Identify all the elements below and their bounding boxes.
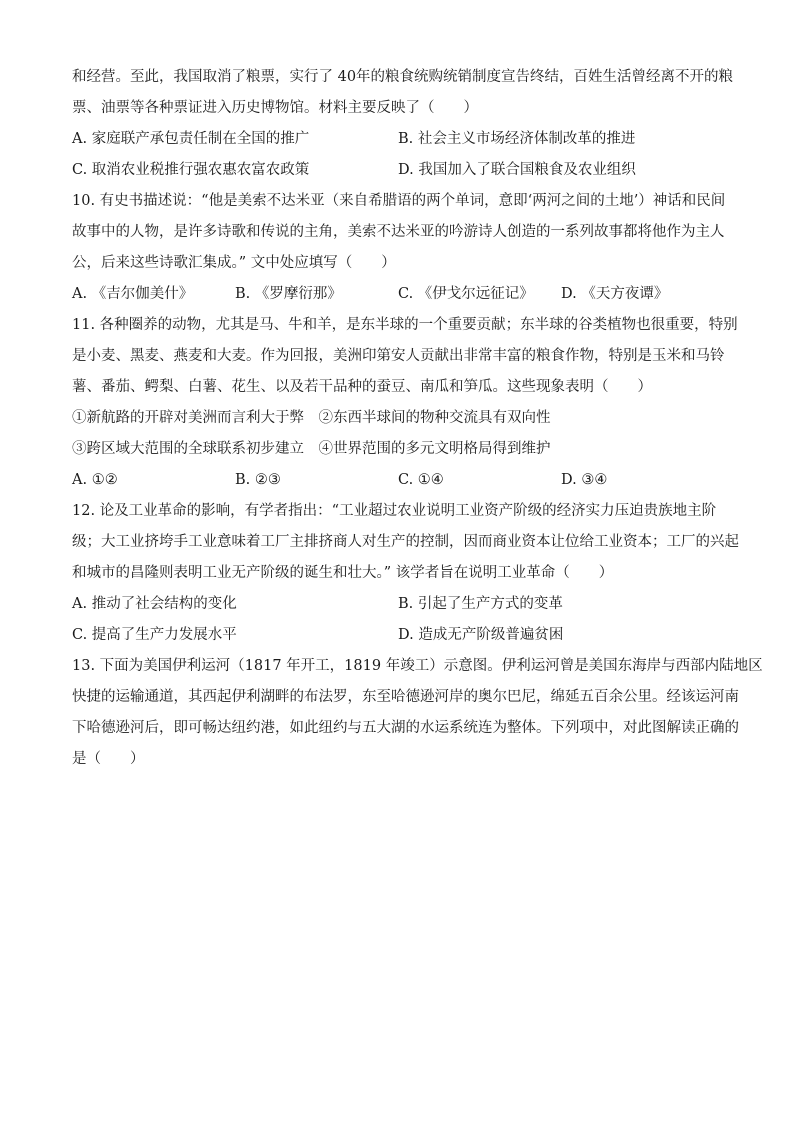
- question-10-option-d: D. 《天方夜谭》: [561, 286, 669, 302]
- question-9-option-d: D. 我国加入了联合国粮食及农业组织: [398, 162, 636, 178]
- question-12-stem-line: 12. 论及工业革命的影响，有学者指出：“工业超过农业说明工业资产阶级的经济实力压迫贵族地主阶: [72, 503, 717, 519]
- question-9-option-b: B. 社会主义市场经济体制改革的推进: [398, 131, 636, 147]
- question-13-stem-line: 下哈德逊河后，即可畅达纽约港，如此纽约与五大湖的水运系统连为整体。下列项中，对此图解读正确的: [72, 720, 739, 736]
- question-11-stem-line: 11. 各种圈养的动物，尤其是马、牛和羊，是东半球的一个重要贡献；东半球的谷类植物也很重要，特别: [72, 317, 738, 333]
- question-13-stem-line: 13. 下面为美国伊利运河（1817 年开工，1819 年竣工）示意图。伊利运河曾是美国东海岸与西部内陆地区: [72, 658, 763, 674]
- question-12-option-b: B. 引起了生产方式的变革: [398, 596, 563, 612]
- question-11-option-a: A. ①②: [72, 472, 118, 488]
- question-9-option-a: A. 家庭联产承包责任制在全国的推广: [72, 131, 310, 147]
- question-12-option-a: A. 推动了社会结构的变化: [72, 596, 237, 612]
- question-13-stem-line: 是（ ）: [72, 751, 145, 767]
- question-10: [72, 186, 724, 310]
- question-10-stem-line: 公，后来这些诗歌汇集成。” 文中处应填写（ ）: [72, 255, 396, 271]
- question-11-option-b: B. ②③: [235, 472, 281, 488]
- question-9-options-row: [72, 124, 724, 155]
- question-9-stem-line: 票、油票等各种票证进入历史博物馆。材料主要反映了（ ）: [72, 100, 478, 116]
- question-12-stem-line: 级；大工业挤垮手工业意味着工厂主排挤商人对生产的控制，因而商业资本让位给工业资本；工厂的兴起: [72, 534, 739, 550]
- question-11-statement: ①新航路的开辟对美洲而言利大于弊 ②东西半球间的物种交流具有双向性: [72, 410, 551, 426]
- question-9-stem-line: 和经营。至此，我国取消了粮票，实行了 40年的粮食统购统销制度宣告终结，百姓生活曾经离不开的粮: [72, 69, 734, 85]
- question-12: [72, 496, 739, 651]
- question-10-option-a: A. 《吉尔伽美什》: [72, 286, 194, 302]
- question-11-options-row: [72, 465, 724, 496]
- question-10-stem-line: 10. 有史书描述说：“他是美索不达米亚（来自希腊语的两个单词，意即‘两河之间的土地’）神话和民间: [72, 193, 726, 209]
- question-12-option-c: C. 提高了生产力发展水平: [72, 627, 237, 643]
- question-10-options-row: [72, 279, 724, 310]
- question-12-options-row: [72, 620, 724, 651]
- question-12-option-d: D. 造成无产阶级普遍贫困: [398, 627, 564, 643]
- question-11: [72, 310, 738, 496]
- question-content: [72, 62, 763, 775]
- question-12-stem-line: 和城市的昌隆则表明工业无产阶级的诞生和壮大。” 该学者旨在说明工业革命（ ）: [72, 565, 614, 581]
- question-13-stem-line: 快捷的运输通道，其西起伊利湖畔的布法罗，东至哈德逊河岸的奥尔巴尼，绵延五百余公里。经该运河南: [72, 689, 739, 705]
- question-9: [72, 62, 734, 186]
- question-9-options-row: [72, 155, 724, 186]
- question-9-option-c: C. 取消农业税推行强农惠农富农政策: [72, 162, 310, 178]
- question-11-stem-line: 是小麦、黑麦、燕麦和大麦。作为回报，美洲印第安人贡献出非常丰富的粮食作物，特别是玉米和马铃: [72, 348, 725, 364]
- question-13: [72, 651, 763, 775]
- question-11-option-d: D. ③④: [561, 472, 608, 488]
- question-10-stem-line: 故事中的人物，是许多诗歌和传说的主角，美索不达米亚的吟游诗人创造的一系列故事都将他作为主人: [72, 224, 725, 240]
- question-10-option-c: C. 《伊戈尔远征记》: [398, 286, 534, 302]
- question-11-statement: ③跨区域大范围的全球联系初步建立 ④世界范围的多元文明格局得到维护: [72, 441, 551, 457]
- question-11-stem-line: 薯、番茄、鳄梨、白薯、花生、以及若干品种的蚕豆、南瓜和笋瓜。这些现象表明（ ）: [72, 379, 652, 395]
- question-10-option-b: B. 《罗摩衍那》: [235, 286, 342, 302]
- question-11-option-c: C. ①④: [398, 472, 444, 488]
- question-12-options-row: [72, 589, 724, 620]
